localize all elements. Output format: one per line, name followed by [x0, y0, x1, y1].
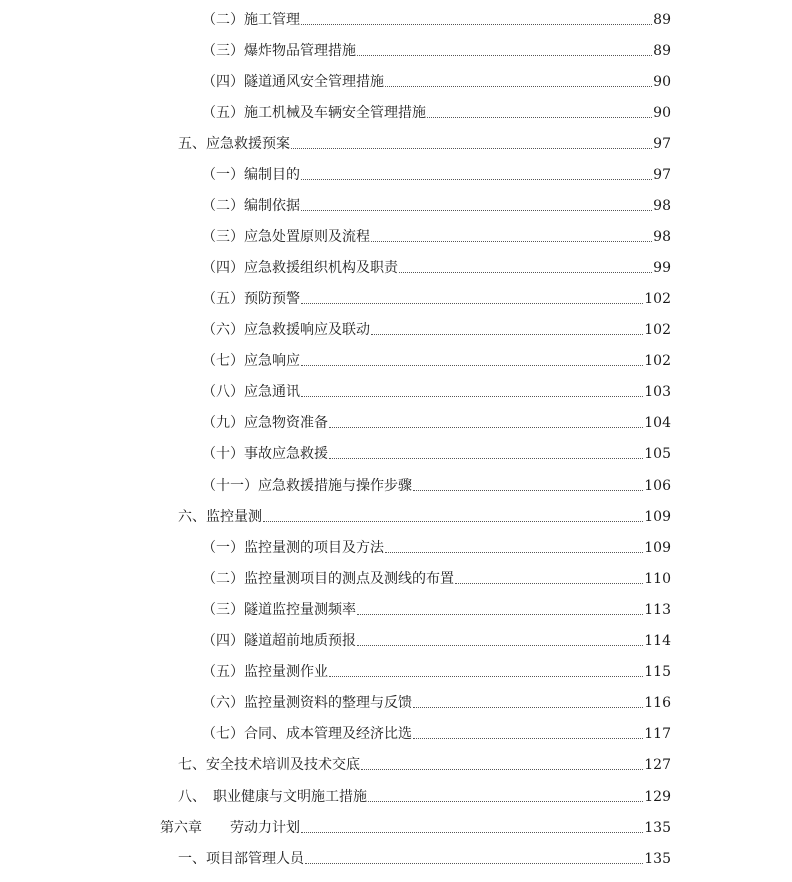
toc-entry[interactable] [0, 67, 792, 91]
toc-dot-leader [371, 334, 643, 335]
toc-entry[interactable] [0, 750, 792, 774]
toc-entry-title: （八）应急通讯 [202, 384, 300, 400]
toc-dot-leader [301, 832, 643, 833]
toc-entry-page: 109 [644, 540, 671, 556]
toc-entry-title: （三）隧道监控量测频率 [202, 602, 356, 618]
toc-dot-leader [301, 303, 643, 304]
toc-entry-title: （二）编制依据 [202, 198, 300, 214]
toc-entry[interactable] [0, 502, 792, 526]
toc-entry-page: 127 [644, 757, 671, 773]
toc-entry[interactable] [0, 377, 792, 401]
toc-dot-leader [329, 427, 643, 428]
toc-dot-leader [301, 179, 652, 180]
toc-entry-page: 99 [653, 260, 671, 276]
toc-entry-page: 98 [653, 229, 671, 245]
toc-entry-title: （十）事故应急救援 [202, 446, 328, 462]
toc-entry[interactable] [0, 564, 792, 588]
toc-dot-leader [413, 707, 643, 708]
toc-entry[interactable] [0, 253, 792, 277]
toc-entry-page: 115 [644, 664, 671, 680]
toc-entry[interactable] [0, 408, 792, 432]
toc-entry-page: 102 [644, 291, 671, 307]
toc-entry[interactable] [0, 533, 792, 557]
toc-entry[interactable] [0, 688, 792, 712]
toc-dot-leader [291, 148, 652, 149]
toc-dot-leader [427, 117, 652, 118]
toc-dot-leader [301, 365, 643, 366]
toc-entry-title: （九）应急物资准备 [202, 415, 328, 431]
toc-entry-title: （七）合同、成本管理及经济比选 [202, 726, 412, 742]
toc-entry-page: 102 [644, 322, 671, 338]
toc-dot-leader [301, 24, 652, 25]
toc-entry-page: 89 [653, 43, 671, 59]
toc-entry-title: （七）应急响应 [202, 353, 300, 369]
toc-dot-leader [455, 583, 643, 584]
toc-entry-title: （五）施工机械及车辆安全管理措施 [202, 105, 426, 121]
toc-entry-page: 98 [653, 198, 671, 214]
toc-entry-title: （五）监控量测作业 [202, 664, 328, 680]
toc-dot-leader [301, 210, 652, 211]
toc-entry[interactable] [0, 719, 792, 743]
toc-entry[interactable] [0, 284, 792, 308]
toc-entry[interactable] [0, 315, 792, 339]
toc-dot-leader [329, 676, 643, 677]
toc-entry-page: 97 [653, 136, 671, 152]
toc-entry-title: （一）监控量测的项目及方法 [202, 540, 384, 556]
toc-entry-title: 八、 职业健康与文明施工措施 [178, 789, 367, 805]
toc-entry-page: 117 [644, 726, 671, 742]
toc-entry-title: （二）施工管理 [202, 12, 300, 28]
toc-entry-page: 110 [644, 571, 671, 587]
toc-entry-title: （四）隧道通风安全管理措施 [202, 74, 384, 90]
toc-entry-page: 135 [644, 820, 671, 836]
toc-entry-title: 七、安全技术培训及技术交底 [178, 757, 360, 773]
toc-dot-leader [329, 458, 643, 459]
toc-entry-page: 114 [644, 633, 671, 649]
toc-dot-leader [357, 645, 643, 646]
toc-dot-leader [385, 86, 652, 87]
toc-entry-title: 一、项目部管理人员 [178, 851, 304, 867]
toc-dot-leader [399, 272, 652, 273]
toc-entry-title: （二）监控量测项目的测点及测线的布置 [202, 571, 454, 587]
toc-dot-leader [305, 863, 643, 864]
toc-dot-leader [357, 614, 643, 615]
toc-entry-title: （五）预防预警 [202, 291, 300, 307]
toc-entry-page: 102 [644, 353, 671, 369]
toc-entry-page: 106 [644, 478, 671, 494]
toc-entry-page: 90 [653, 105, 671, 121]
toc-entry-page: 90 [653, 74, 671, 90]
toc-entry-title: （三）爆炸物品管理措施 [202, 43, 356, 59]
toc-entry-page: 105 [644, 446, 671, 462]
toc-dot-leader [413, 490, 643, 491]
toc-entry-page: 97 [653, 167, 671, 183]
toc-entry[interactable] [0, 191, 792, 215]
toc-entry[interactable] [0, 346, 792, 370]
toc-entry[interactable] [0, 595, 792, 619]
toc-dot-leader [371, 241, 652, 242]
toc-entry-title: 五、应急救援预案 [178, 136, 290, 152]
toc-entry[interactable] [0, 222, 792, 246]
toc-entry-title: 六、监控量测 [178, 509, 262, 525]
toc-entry-page: 116 [644, 695, 671, 711]
toc-entry-title: （一）编制目的 [202, 167, 300, 183]
toc-dot-leader [301, 396, 643, 397]
toc-entry-page: 135 [644, 851, 671, 867]
toc-dot-leader [263, 521, 643, 522]
toc-entry-page: 89 [653, 12, 671, 28]
toc-entry-title: 第六章 劳动力计划 [160, 820, 300, 836]
toc-entry[interactable] [0, 657, 792, 681]
toc-entry[interactable] [0, 98, 792, 122]
toc-dot-leader [385, 552, 643, 553]
toc-entry-page: 129 [644, 789, 671, 805]
toc-entry[interactable] [0, 813, 792, 837]
toc-entry-page: 104 [644, 415, 671, 431]
toc-entry[interactable] [0, 129, 792, 153]
toc-entry-page: 109 [644, 509, 671, 525]
toc-entry[interactable] [0, 844, 792, 868]
toc-dot-leader [361, 769, 643, 770]
toc-dot-leader [413, 738, 643, 739]
toc-entry-title: （六）应急救援响应及联动 [202, 322, 370, 338]
toc-entry[interactable] [0, 782, 792, 806]
toc-entry-title: （四）隧道超前地质预报 [202, 633, 356, 649]
toc-dot-leader [357, 55, 652, 56]
toc-entry-title: （六）监控量测资料的整理与反馈 [202, 695, 412, 711]
toc-entry[interactable] [0, 5, 792, 29]
toc-entry[interactable] [0, 471, 792, 495]
toc-entry-page: 103 [644, 384, 671, 400]
toc-entry-title: （十一）应急救援措施与操作步骤 [202, 478, 412, 494]
toc-entry[interactable] [0, 160, 792, 184]
toc-entry[interactable] [0, 439, 792, 463]
toc-dot-leader [368, 801, 643, 802]
toc-entry-title: （四）应急救援组织机构及职责 [202, 260, 398, 276]
toc-entry[interactable] [0, 36, 792, 60]
toc-entry-page: 113 [644, 602, 671, 618]
toc-entry-title: （三）应急处置原则及流程 [202, 229, 370, 245]
toc-entry[interactable] [0, 626, 792, 650]
